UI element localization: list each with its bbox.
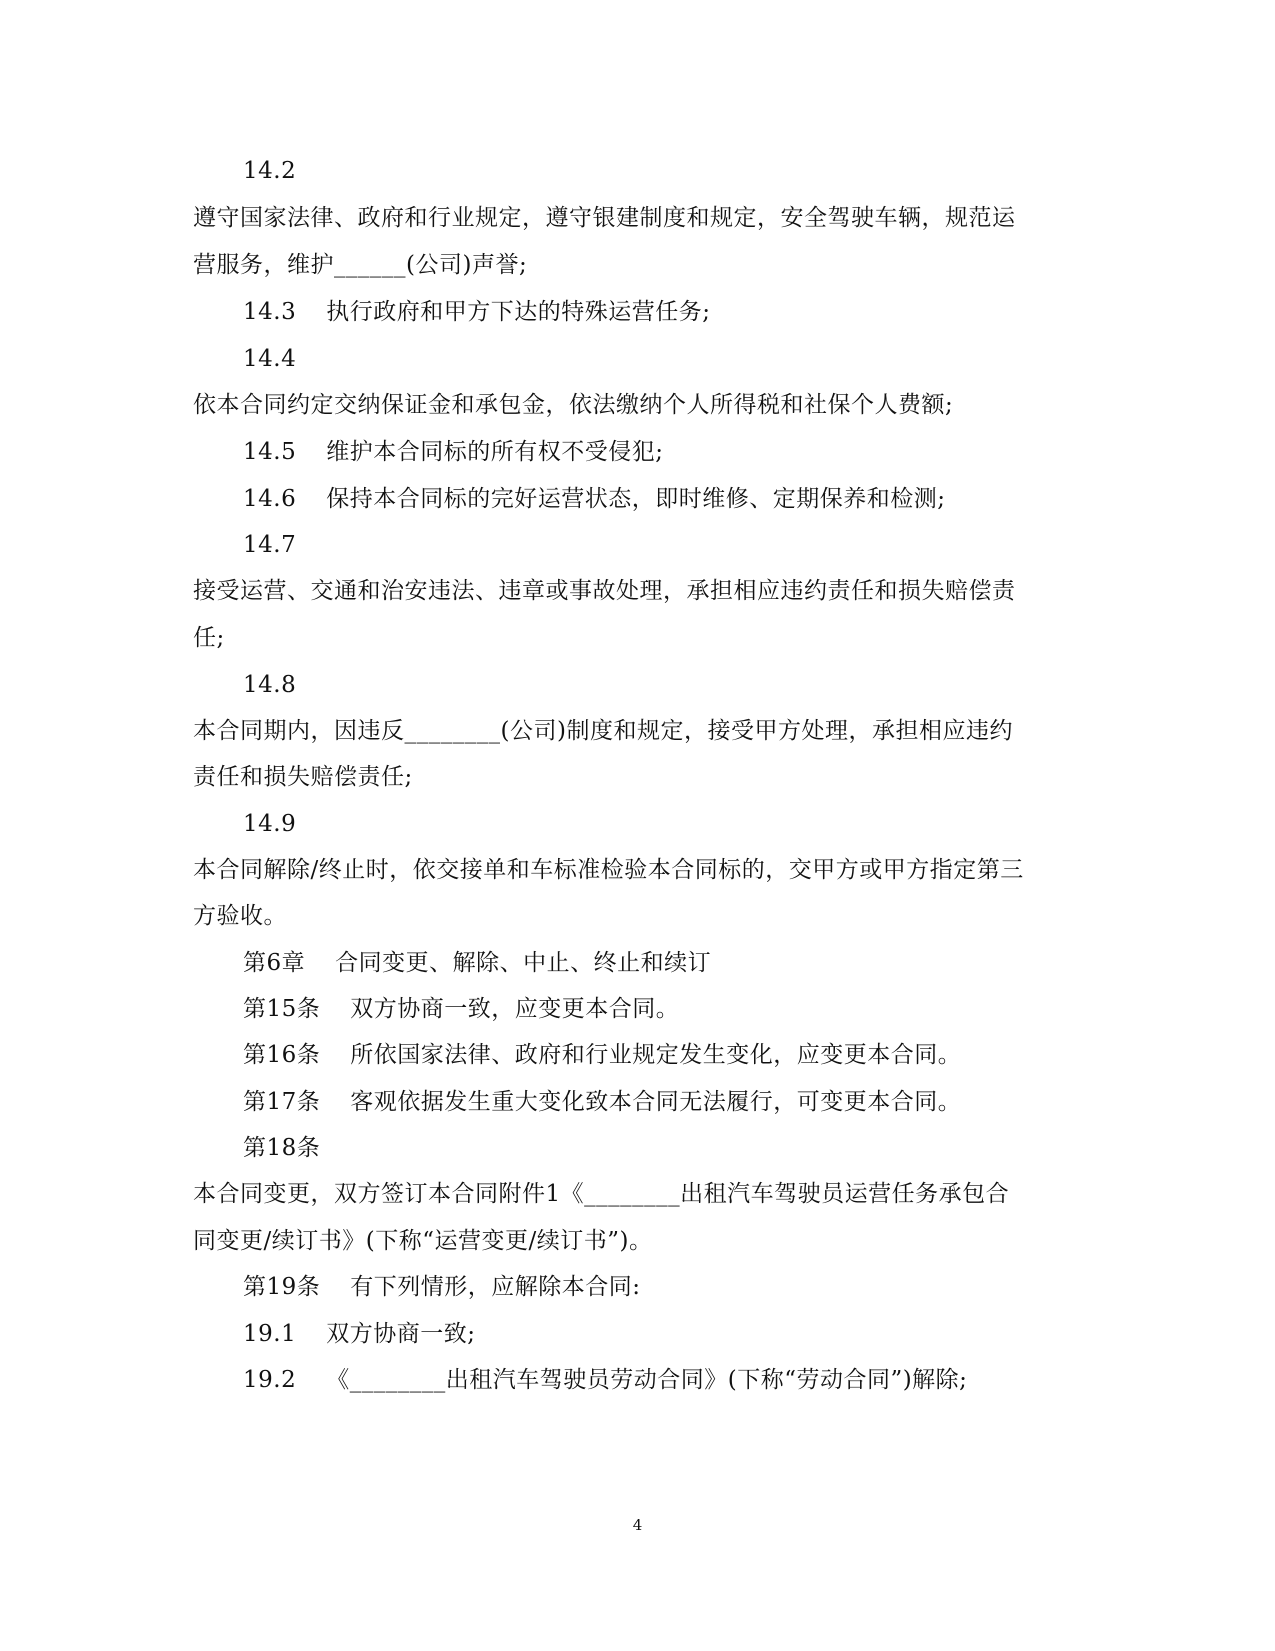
clause-14-7-text-cont: 任; (193, 625, 225, 651)
article-16: 第16条 所依国家法律、政府和行业规定发生变化，应变更本合同。 (243, 1042, 962, 1068)
clause-14-9-text: 本合同解除/终止时，依交接单和车标准检验本合同标的，交甲方或甲方指定第三 (193, 857, 1024, 883)
article-15: 第15条 双方协商一致，应变更本合同。 (243, 996, 680, 1022)
clause-14-9-number: 14.9 (243, 811, 297, 837)
article-17: 第17条 客观依据发生重大变化致本合同无法履行，可变更本合同。 (243, 1089, 962, 1115)
clause-14-9-text-cont: 方验收。 (193, 903, 287, 929)
clause-19-1: 19.1 双方协商一致; (243, 1321, 476, 1347)
article-19: 第19条 有下列情形，应解除本合同: (243, 1274, 641, 1300)
clause-19-2: 19.2 《________出租汽车驾驶员劳动合同》(下称“劳动合同”)解除; (243, 1367, 968, 1393)
clause-14-2-number: 14.2 (243, 158, 297, 184)
clause-14-6: 14.6 保持本合同标的完好运营状态，即时维修、定期保养和检测; (243, 486, 946, 512)
clause-14-7-text: 接受运营、交通和治安违法、违章或事故处理，承担相应违约责任和损失赔偿责 (193, 578, 1016, 604)
clause-14-2-text-cont: 营服务，维护______(公司)声誉; (193, 252, 528, 278)
clause-14-8-text: 本合同期内，因违反________(公司)制度和规定，接受甲方处理，承担相应违约 (193, 718, 1013, 744)
page-number: 4 (632, 1516, 643, 1534)
clause-14-2-text: 遵守国家法律、政府和行业规定，遵守银建制度和规定，安全驾驶车辆，规范运 (193, 205, 1016, 231)
clause-14-7-number: 14.7 (243, 532, 297, 558)
clause-14-4-number: 14.4 (243, 346, 297, 372)
clause-14-3: 14.3 执行政府和甲方下达的特殊运营任务; (243, 299, 711, 325)
clause-14-8-text-cont: 责任和损失赔偿责任; (193, 764, 413, 790)
article-18-text-cont: 同变更/续订书》(下称“运营变更/续订书”)。 (193, 1228, 653, 1254)
clause-14-5: 14.5 维护本合同标的所有权不受侵犯; (243, 439, 664, 465)
clause-14-8-number: 14.8 (243, 672, 297, 698)
article-18-text: 本合同变更，双方签订本合同附件1《________出租汽车驾驶员运营任务承包合 (193, 1181, 1010, 1207)
article-18-number: 第18条 (243, 1135, 321, 1161)
clause-14-4-text: 依本合同约定交纳保证金和承包金，依法缴纳个人所得税和社保个人费额; (193, 392, 954, 418)
chapter-6-heading: 第6章 合同变更、解除、中止、终止和续订 (243, 950, 712, 976)
